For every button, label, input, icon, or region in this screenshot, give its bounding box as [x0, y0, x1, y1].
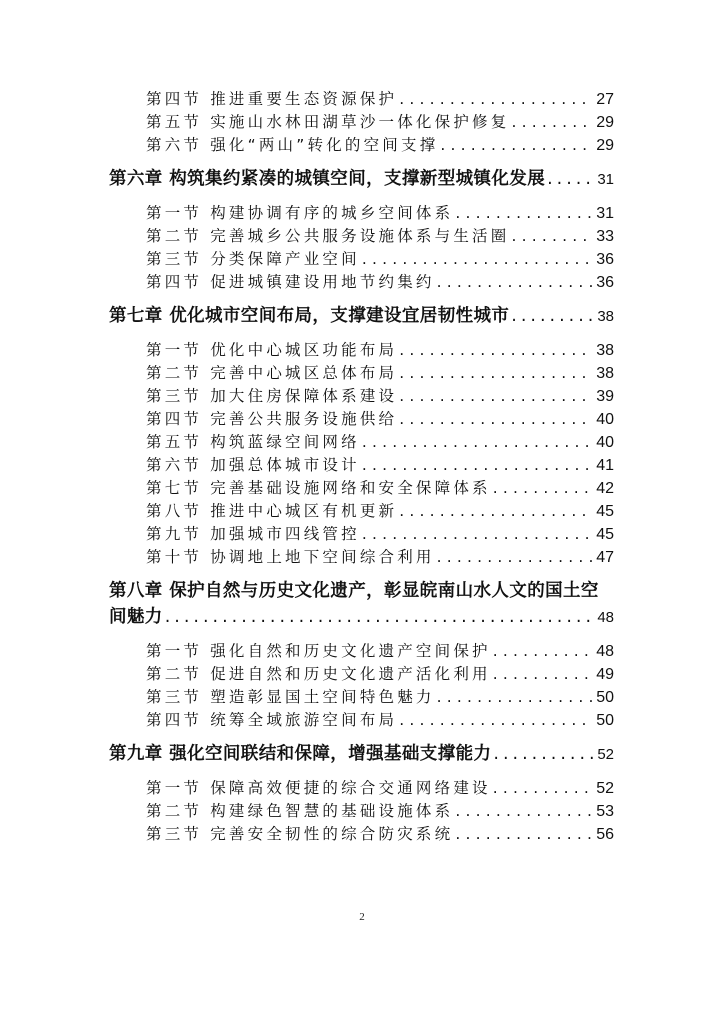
- toc-entry-line: [146, 663, 614, 686]
- toc-entry-title: 第九章 强化空间联结和保障，增强基础支撑能力: [109, 744, 492, 764]
- toc-entry-title: 第一节 优化中心城区功能布局: [146, 341, 398, 359]
- toc-section-entry[interactable]: [0, 225, 724, 248]
- toc-entry-title-line1: 第八章 保护自然与历史文化遗产，彰显皖南山水人文的国土空: [109, 581, 599, 601]
- toc-section-entry[interactable]: [0, 546, 724, 569]
- toc-entry-page-number: 39: [596, 388, 614, 405]
- dot-leader: [440, 134, 592, 157]
- dot-leader: [362, 431, 592, 454]
- toc-entry-line: [146, 800, 614, 823]
- dot-leader: [455, 823, 592, 846]
- toc-entry-page-number: 41: [596, 457, 614, 474]
- toc-entry-page-number: 36: [596, 251, 614, 268]
- toc-entry-line: [146, 385, 614, 408]
- toc-entry-page-number: 48: [596, 643, 614, 660]
- dot-leader: [399, 362, 592, 385]
- toc-entry-title: 第六节 强化“两山”转化的空间支撑: [146, 136, 439, 154]
- dot-leader: [399, 385, 592, 408]
- toc-entry-title: 第四节 推进重要生态资源保护: [146, 90, 398, 108]
- toc-entry-page-number: 40: [596, 411, 614, 428]
- toc-chapter-entry[interactable]: [0, 578, 724, 631]
- toc-entry-line: [146, 546, 614, 569]
- dot-leader: [437, 546, 593, 569]
- toc-entry-line: [146, 686, 614, 709]
- toc-entry-line: [146, 225, 614, 248]
- toc-entry-line: [146, 362, 614, 385]
- toc-entry-title: 第二节 完善中心城区总体布局: [146, 364, 398, 382]
- toc-entry-title: 第二节 构建绿色智慧的基础设施体系: [146, 802, 454, 820]
- dot-leader: [455, 800, 592, 823]
- dot-leader: [362, 248, 592, 271]
- toc-entry-line: [146, 271, 614, 294]
- toc-section-entry[interactable]: [0, 663, 724, 686]
- toc-entry-title: 第一节 构建协调有序的城乡空间体系: [146, 204, 454, 222]
- toc-entry-line: [146, 777, 614, 800]
- toc-entry-line: [109, 604, 614, 631]
- toc-entry-title: 第五节 实施山水林田湖草沙一体化保护修复: [146, 113, 510, 131]
- toc-section-entry[interactable]: [0, 686, 724, 709]
- toc-entry-title: 第六节 加强总体城市设计: [146, 456, 360, 474]
- toc-entry-title: 第六章 构筑集约紧凑的城镇空间，支撑新型城镇化发展: [109, 169, 546, 189]
- toc-entry-line: [146, 477, 614, 500]
- dot-leader: [437, 686, 593, 709]
- toc-entry-title: 第二节 完善城乡公共服务设施体系与生活圈: [146, 227, 510, 245]
- toc-section-entry[interactable]: [0, 362, 724, 385]
- table-of-contents: [0, 88, 724, 846]
- toc-entry-title: 第五节 构筑蓝绿空间网络: [146, 433, 360, 451]
- toc-entry-page-number: 38: [596, 365, 614, 382]
- toc-entry-page-number: 29: [596, 137, 614, 154]
- toc-entry-page-number: 52: [596, 780, 614, 797]
- toc-section-entry[interactable]: [0, 523, 724, 546]
- toc-entry-page-number: 31: [596, 205, 614, 222]
- toc-entry-line: [146, 500, 614, 523]
- toc-entry-title: 第三节 完善安全韧性的综合防灾系统: [146, 825, 454, 843]
- toc-entry-line: [109, 303, 614, 330]
- dot-leader: [493, 741, 593, 767]
- toc-chapter-entry[interactable]: [0, 303, 724, 330]
- dot-leader: [362, 454, 592, 477]
- toc-entry-title: 第九节 加强城市四线管控: [146, 525, 360, 543]
- toc-entry-line: [146, 111, 614, 134]
- dot-leader: [399, 88, 592, 111]
- toc-entry-page-number: 40: [596, 434, 614, 451]
- toc-entry-line: [109, 166, 614, 193]
- dot-leader: [511, 225, 592, 248]
- toc-entry-page-number: 56: [596, 826, 614, 843]
- toc-entry-line: [146, 523, 614, 546]
- toc-entry-title: 第八节 推进中心城区有机更新: [146, 502, 398, 520]
- page-number-footer: 2: [359, 911, 365, 923]
- toc-entry-title: 第二节 促进自然和历史文化遗产活化利用: [146, 665, 491, 683]
- toc-entry-line: [146, 454, 614, 477]
- toc-entry-page-number: 52: [597, 746, 614, 763]
- toc-entry-line: [146, 202, 614, 225]
- toc-entry-line: [146, 709, 614, 732]
- toc-section-entry[interactable]: [0, 709, 724, 732]
- toc-entry-page-number: 45: [596, 526, 614, 543]
- toc-section-entry[interactable]: [0, 454, 724, 477]
- dot-leader: [511, 111, 592, 134]
- toc-entry-title: 第一节 保障高效便捷的综合交通网络建设: [146, 779, 491, 797]
- toc-section-entry[interactable]: [0, 339, 724, 362]
- dot-leader: [493, 640, 592, 663]
- toc-entry-line: [146, 640, 614, 663]
- dot-leader: [511, 303, 593, 329]
- dot-leader: [455, 202, 592, 225]
- dot-leader: [165, 604, 594, 630]
- toc-entry-page-number: 42: [596, 480, 614, 497]
- toc-entry-page-number: 27: [596, 91, 614, 108]
- toc-section-entry[interactable]: [0, 202, 724, 225]
- toc-entry-page-number: 29: [596, 114, 614, 131]
- toc-entry-line: [109, 741, 614, 768]
- toc-chapter-entry[interactable]: [0, 741, 724, 768]
- toc-entry-title: 第七节 完善基础设施网络和安全保障体系: [146, 479, 491, 497]
- toc-section-entry[interactable]: [0, 800, 724, 823]
- toc-entry-page-number: 38: [596, 342, 614, 359]
- toc-section-entry[interactable]: [0, 88, 724, 111]
- dot-leader: [437, 271, 593, 294]
- dot-leader: [399, 408, 592, 431]
- toc-entry-title: 第四节 促进城镇建设用地节约集约: [146, 273, 435, 291]
- toc-entry-title: 第四节 完善公共服务设施供给: [146, 410, 398, 428]
- toc-entry-line: [146, 431, 614, 454]
- toc-entry-line: [146, 134, 614, 157]
- toc-section-entry[interactable]: [0, 111, 724, 134]
- toc-entry-title: 第三节 塑造彰显国土空间特色魅力: [146, 688, 435, 706]
- toc-section-entry[interactable]: [0, 408, 724, 431]
- dot-leader: [399, 709, 592, 732]
- toc-entry-line: [146, 248, 614, 271]
- toc-entry-page-number: 50: [596, 712, 614, 729]
- toc-section-entry[interactable]: [0, 823, 724, 846]
- toc-section-entry[interactable]: [0, 248, 724, 271]
- dot-leader: [399, 500, 592, 523]
- toc-entry-title: 第十节 协调地上地下空间综合利用: [146, 548, 435, 566]
- toc-section-entry[interactable]: [0, 477, 724, 500]
- toc-chapter-entry[interactable]: [0, 166, 724, 193]
- toc-entry-page-number: 36: [596, 274, 614, 291]
- toc-entry-line: [146, 88, 614, 111]
- toc-entry-page-number: 45: [596, 503, 614, 520]
- dot-leader: [493, 663, 592, 686]
- dot-leader: [493, 477, 592, 500]
- toc-entry-page-number: 47: [596, 549, 614, 566]
- toc-entry-page-number: 50: [596, 689, 614, 706]
- toc-entry-title: 间魅力: [109, 607, 163, 627]
- toc-entry-title: 第三节 加大住房保障体系建设: [146, 387, 398, 405]
- toc-section-entry[interactable]: [0, 500, 724, 523]
- toc-section-entry[interactable]: [0, 134, 724, 157]
- toc-entry-title: 第七章 优化城市空间布局，支撑建设宜居韧性城市: [109, 306, 510, 326]
- toc-section-entry[interactable]: [0, 385, 724, 408]
- toc-entry-title: 第一节 强化自然和历史文化遗产空间保护: [146, 642, 491, 660]
- toc-entry-title: 第三节 分类保障产业空间: [146, 250, 360, 268]
- toc-entry-page-number: 31: [597, 171, 614, 188]
- dot-leader: [399, 339, 592, 362]
- toc-section-entry[interactable]: [0, 431, 724, 454]
- toc-section-entry[interactable]: [0, 777, 724, 800]
- toc-entry-page-number: 49: [596, 666, 614, 683]
- toc-entry-line: [146, 823, 614, 846]
- toc-section-entry[interactable]: [0, 640, 724, 663]
- dot-leader: [362, 523, 592, 546]
- toc-entry-title: 第四节 统筹全域旅游空间布局: [146, 711, 398, 729]
- dot-leader: [493, 777, 592, 800]
- toc-entry-page-number: 53: [596, 803, 614, 820]
- toc-section-entry[interactable]: [0, 271, 724, 294]
- dot-leader: [547, 166, 593, 192]
- toc-entry-page-number: 33: [596, 228, 614, 245]
- toc-entry-page-number: 38: [597, 308, 614, 325]
- toc-entry-line: [146, 408, 614, 431]
- toc-entry-line: [146, 339, 614, 362]
- toc-entry-page-number: 48: [597, 609, 614, 626]
